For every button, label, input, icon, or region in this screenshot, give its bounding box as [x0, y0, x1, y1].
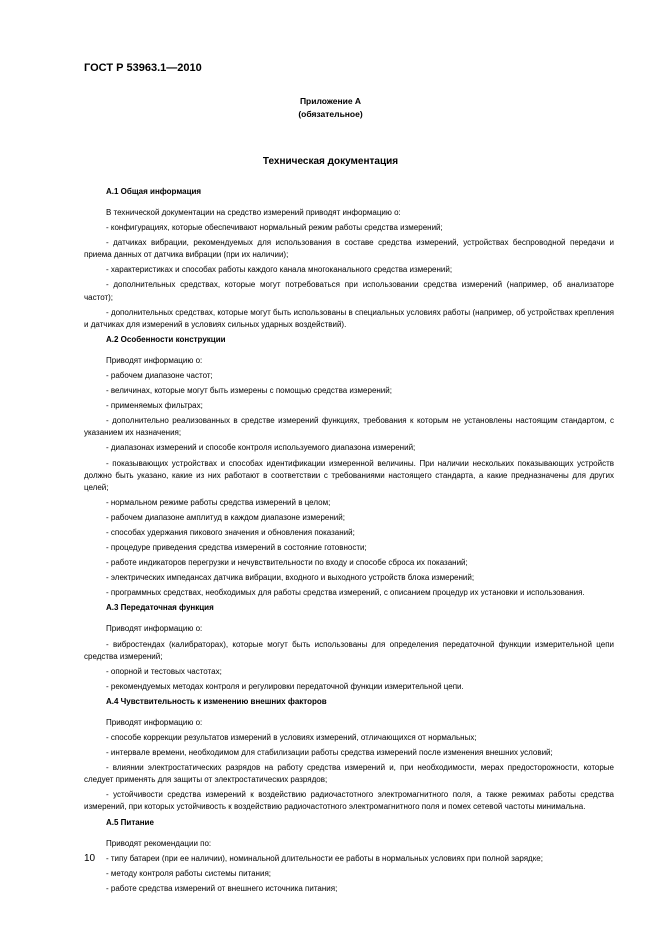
list-item: - электрических импедансах датчика вибрации, входного и выходного устройств блока измерений;: [106, 573, 475, 583]
appendix-label: Приложение А: [299, 96, 362, 106]
paragraph: Приводят рекомендации по:: [106, 838, 212, 848]
appendix-status: (обязательное): [298, 109, 363, 119]
list-item: - способе коррекции результатов измерений в условиях измерений, отличающихся от нормальных;: [106, 733, 477, 742]
list-item: - показывающих устройствах и способах идентификации измеренной величины. При наличии нескольких показывающих устройств должно быть указано, какие из них работают в соответствии с требованиями настоящего стандарта, а какие предназначены для других целей;: [84, 458, 614, 492]
list-item: - характеристиках и способах работы каждого канала многоканального средства измерений;: [106, 265, 453, 275]
list-item: - дополнительных средствах, которые могут быть использованы в специальных условиях работы (например, об устройствах крепления и датчиках для измерений в условиях сильных ударных воздействий).: [84, 307, 614, 329]
section-heading: А.1 Общая информация: [106, 187, 202, 196]
list-item: - рабочем диапазоне частот;: [106, 370, 213, 380]
list-item: - вибростендах (калибраторах), которые могут быть использованы для определения передаточной функции измерительной цепи средства измерений;: [84, 639, 614, 661]
section-heading: А.4 Чувствительность к изменению внешних факторов: [106, 696, 327, 706]
document-header: ГОСТ Р 53963.1—2010: [84, 62, 202, 74]
list-item: - конфигурациях, которые обеспечивают нормальный режим работы средства измерений;: [106, 223, 443, 233]
list-item: - типу батареи (при ее наличии), номинальной длительности ее работы в нормальных условиях при полной зарядке;: [106, 853, 543, 863]
paragraph: В технической документации на средство измерений приводят информацию о:: [106, 208, 401, 217]
list-item: - влиянии электростатических разрядов на работу средства измерений и, при необходимости, мерах предосторожности, которые следует применять для защиты от электростатических разрядов;: [84, 763, 614, 785]
list-item: - работе индикаторов перегрузки и нечувствительности по входу и способе сброса их показаний;: [106, 558, 468, 568]
list-item: - опорной и тестовых частотах;: [106, 666, 222, 676]
section-heading: А.5 Питание: [106, 817, 154, 827]
list-item: - дополнительных средствах, которые могут потребоваться при использовании средства измерений (например, об анализаторе частот);: [84, 280, 614, 302]
document-body: [84, 186, 614, 898]
paragraph: Приводят информацию о:: [106, 355, 203, 365]
list-item: - способах удержания пикового значения и обновления показаний;: [106, 527, 355, 537]
page-title: Техническая документация: [262, 156, 399, 167]
list-item: - нормальном режиме работы средства измерений в целом;: [106, 497, 331, 507]
list-item: - методу контроля работы системы питания;: [106, 868, 271, 878]
list-item: - устойчивости средства измерений к воздействию радиочастотного электромагнитного поля, а также режимах работы средства измерений, при которых устойчивость к воздействию радиочастотного электромагнитного поля и помех сетевой частоты минимальна.: [84, 790, 614, 812]
list-item: - датчиках вибрации, рекомендуемых для использования в составе средства измерений, устройствах беспроводной передачи и приема данных от датчика вибрации (при их наличии);: [84, 238, 614, 260]
section-heading: А.2 Особенности конструкции: [106, 334, 226, 344]
list-item: - применяемых фильтрах;: [106, 401, 203, 411]
paragraph: Приводят информацию о:: [106, 717, 203, 727]
list-item: - рабочем диапазоне амплитуд в каждом диапазоне измерений;: [106, 512, 345, 522]
list-item: - рекомендуемых методах контроля и регулировки передаточной функции измерительной цепи.: [106, 681, 464, 691]
list-item: - процедуре приведения средства измерений в состояние готовности;: [106, 543, 367, 553]
list-item: - величинах, которые могут быть измерены с помощью средства измерений;: [106, 386, 392, 396]
section-heading: А.3 Передаточная функция: [106, 603, 214, 613]
page-number: 10: [84, 853, 96, 864]
list-item: - программных средствах, необходимых для работы средства измерений, с описанием процедур их установки и использования.: [106, 588, 585, 598]
paragraph: Приводят информацию о:: [106, 624, 203, 634]
list-item: - диапазонах измерений и способе контроля используемого диапазона измерений;: [106, 443, 416, 453]
list-item: - работе средства измерений от внешнего источника питания;: [106, 883, 338, 893]
list-item: - интервале времени, необходимом для стабилизации работы средства измерений после изменения внешних условий;: [106, 748, 553, 758]
list-item: - дополнительно реализованных в средстве измерений функциях, требования к которым не установлены настоящим стандартом, с указанием их назначения;: [84, 416, 614, 438]
